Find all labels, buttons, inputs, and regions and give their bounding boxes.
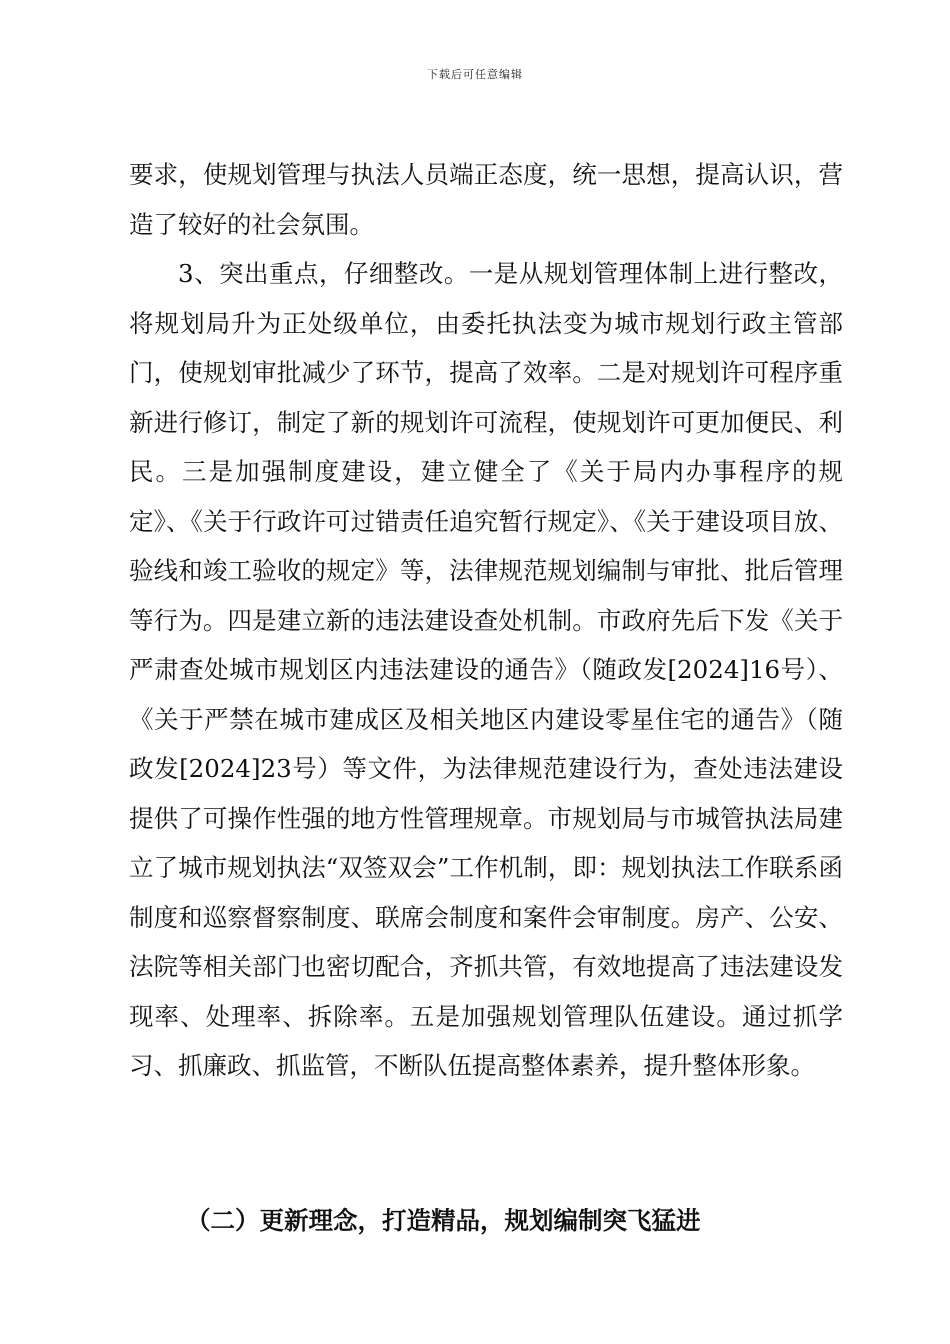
section-heading: （二）更新理念，打造精品，规划编制突飞猛进: [186, 1206, 701, 1235]
paragraph-continuation: 要求，使规划管理与执法人员端正态度，统一思想，提高认识，营造了较好的社会氛围。: [129, 160, 843, 239]
paragraph-rectification: 3、突出重点，仔细整改。一是从规划管理体制上进行整改，将规划局升为正处级单位，由委托执法变为城市规划行政主管部门，使规划审批减少了环节，提高了效率。二是对规划许可程序重新进行修订，制定了新的规划许可流程，使规划许可更加便民、利民。三是加强制度建设，建立健全了《关于局内办事程序的规定》、《关于行政许可过错责任追究暂行规定》、《关于建设项目放、验线和竣工验收的规定》等，法律规范规划编制与审批、批后管理等行为。四是建立新的违法建设查处机制。市政府先后下发《关于严肃查处城市规划区内违法建设的通告》（随政发[2024]16号）、《关于严禁在城市建成区及相关地区内建设零星住宅的通告》（随政发[2024]23号）等文件，为法律规范建设行为，查处违法建设提供了可操作性强的地方性管理规章。市规划局与市城管执法局建立了城市规划执法“双签双会”工作机制，即：规划执法工作联系函制度和巡察督察制度、联席会制度和案件会审制度。房产、公安、法院等相关部门也密切配合，齐抓共管，有效地提高了违法建设发现率、处理率、拆除率。五是加强规划管理队伍建设。通过抓学习、抓廉政、抓监管，不断队伍提高整体素养，提升整体形象。: [129, 259, 843, 1080]
header-note: 下载后可任意编辑: [427, 68, 523, 81]
body-text: [129, 150, 843, 1091]
